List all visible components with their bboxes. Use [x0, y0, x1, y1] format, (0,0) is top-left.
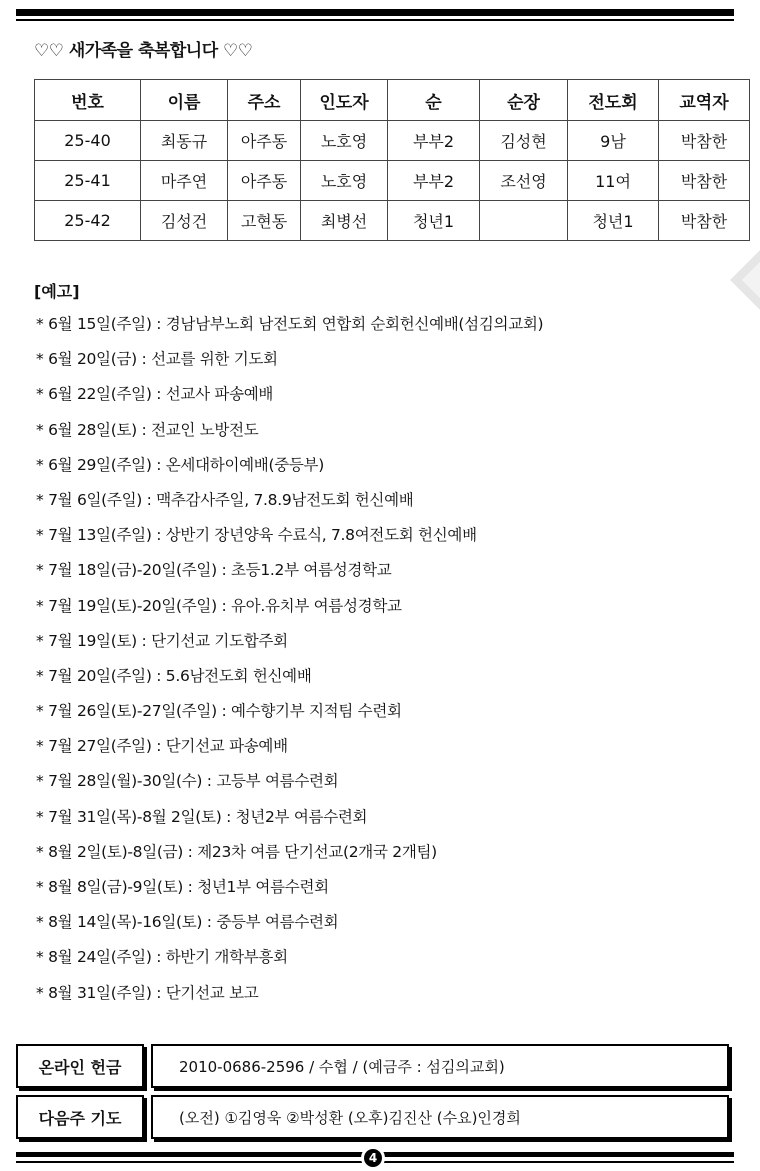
table-cell: 고현동	[228, 201, 301, 241]
list-item: * 6월 29일(주일) : 온세대하이예배(중등부)	[36, 455, 324, 474]
table-cell: 아주동	[228, 161, 301, 201]
notices-heading: [예고]	[34, 282, 80, 301]
list-item: * 8월 14일(목)-16일(토) : 중등부 여름수련회	[36, 913, 339, 932]
list-item: * 6월 22일(주일) : 선교사 파송예배	[36, 385, 274, 404]
top-rule-thin	[16, 19, 734, 21]
table-row	[35, 201, 750, 241]
online-offering-value: 2010-0686-2596 / 수협 / (예금주 : 섬김의교회)	[151, 1044, 729, 1088]
header-name: 이름	[141, 80, 228, 121]
list-item: * 7월 19일(토) : 단기선교 기도합주회	[36, 631, 288, 650]
table-cell: 25-42	[35, 201, 141, 241]
new-family-title: ♡♡ 새가족을 축복합니다 ♡♡	[34, 41, 253, 61]
table-cell: 부부2	[388, 121, 480, 161]
table-cell: 김성건	[141, 201, 228, 241]
list-item: * 7월 13일(주일) : 상반기 장년양육 수료식, 7.8여전도회 헌신예배	[36, 526, 477, 545]
table-cell: 아주동	[228, 121, 301, 161]
list-item: * 6월 20일(금) : 선교를 위한 기도회	[36, 350, 278, 369]
table-cell: 11여	[568, 161, 659, 201]
table-cell: 청년1	[568, 201, 659, 241]
page-number: 4	[364, 1149, 382, 1167]
list-item: * 7월 28일(월)-30일(수) : 고등부 여름수련회	[36, 772, 339, 791]
table-header-row	[35, 80, 750, 121]
list-item: * 7월 20일(주일) : 5.6남전도회 헌신예배	[36, 666, 312, 685]
table-cell: 마주연	[141, 161, 228, 201]
table-cell: 조선영	[480, 161, 568, 201]
notices-list	[36, 310, 543, 1014]
list-item: * 8월 8일(금)-9일(토) : 청년1부 여름수련회	[36, 878, 329, 896]
top-rule-thick	[16, 9, 734, 16]
table-cell: 청년1	[388, 201, 480, 241]
table-cell: 김성현	[480, 121, 568, 161]
table-cell: 박참한	[659, 121, 750, 161]
table-cell: 최병선	[301, 201, 388, 241]
corner-decoration	[720, 250, 760, 310]
table-cell: 박참한	[659, 201, 750, 241]
header-address: 주소	[228, 80, 301, 121]
header-cell: 순	[388, 80, 480, 121]
header-guide: 인도자	[301, 80, 388, 121]
list-item: * 7월 26일(토)-27일(주일) : 예수향기부 지적팀 수련회	[36, 702, 402, 721]
table-row	[35, 161, 750, 201]
list-item: * 6월 15일(주일) : 경남남부노회 남전도회 연합회 순회헌신예배(섬김의교회)	[36, 315, 544, 333]
list-item: * 7월 19일(토)-20일(주일) : 유아.유치부 여름성경학교	[36, 596, 402, 615]
table-cell: 부부2	[388, 161, 480, 201]
list-item: * 8월 31일(주일) : 단기선교 보고	[36, 983, 259, 1002]
table-cell: 최동규	[141, 121, 228, 161]
next-week-prayer-label: 다음주 기도	[16, 1095, 144, 1139]
header-number: 번호	[35, 80, 141, 121]
table-cell: 노호영	[301, 121, 388, 161]
table-cell	[480, 201, 568, 241]
header-mission-group: 전도회	[568, 80, 659, 121]
table-cell: 노호영	[301, 161, 388, 201]
table-cell: 9남	[568, 121, 659, 161]
header-pastor: 교역자	[659, 80, 750, 121]
list-item: * 7월 27일(주일) : 단기선교 파송예배	[36, 737, 288, 756]
table-row	[35, 121, 750, 161]
online-offering-label: 온라인 헌금	[16, 1044, 144, 1088]
list-item: * 7월 18일(금)-20일(주일) : 초등1.2부 여름성경학교	[36, 561, 392, 580]
list-item: * 7월 31일(목)-8월 2일(토) : 청년2부 여름수련회	[36, 807, 368, 826]
table-cell: 박참한	[659, 161, 750, 201]
next-week-prayer-value: (오전) ①김영욱 ②박성환 (오후)김진산 (수요)인경희	[151, 1095, 729, 1139]
list-item: * 6월 28일(토) : 전교인 노방전도	[36, 420, 259, 439]
new-family-table	[34, 79, 750, 241]
header-cell-leader: 순장	[480, 80, 568, 121]
list-item: * 7월 6일(주일) : 맥추감사주일, 7.8.9남전도회 헌신예배	[36, 490, 414, 509]
list-item: * 8월 24일(주일) : 하반기 개학부흥회	[36, 948, 288, 967]
table-cell: 25-41	[35, 161, 141, 201]
list-item: * 8월 2일(토)-8일(금) : 제23차 여름 단기선교(2개국 2개팀)	[36, 842, 437, 861]
table-cell: 25-40	[35, 121, 141, 161]
